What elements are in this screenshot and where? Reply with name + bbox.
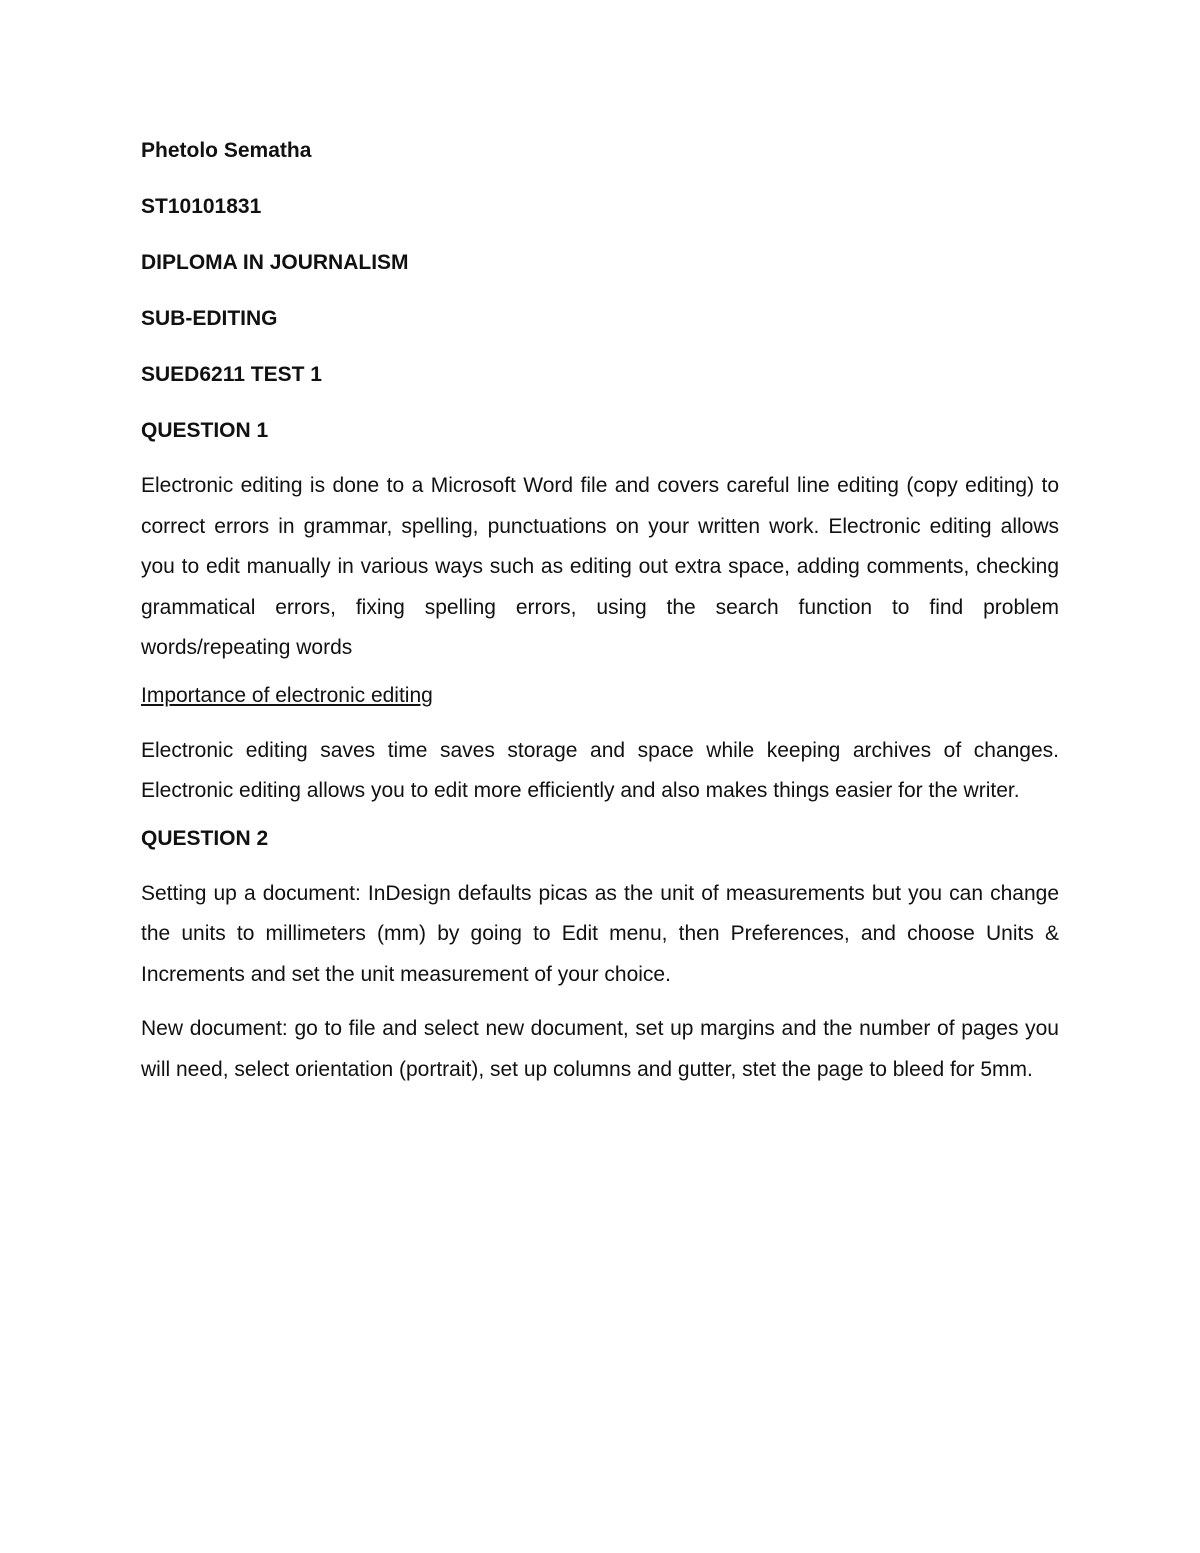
student-number: ST10101831 [141,195,262,218]
programme-title: DIPLOMA IN JOURNALISM [141,251,409,274]
question-2-paragraph-2: New document: go to file and select new document, set up margins and the number of pages you will need, select orientation (portrait), set up columns and gutter, stet the page to bleed for 5mm. [141,1017,1059,1081]
student-name: Phetolo Sematha [141,139,312,162]
importance-subheading: Importance of electronic editing [141,683,433,707]
question-1-paragraph: Electronic editing is done to a Microsoft Word file and covers careful line editing (copy editing) to correct errors in grammar, spelling, punctuations on your written work. Electronic editing allows you to edit manually in various ways such as editing out extra space, adding comments, checking grammatical errors, fixing spelling errors, using the search function to find problem words/repeating words [141,474,1059,659]
question-2-paragraph-1: Setting up a document: InDesign defaults picas as the unit of measurements but you can change the units to millimeters (mm) by going to Edit menu, then Preferences, and choose Units & Increments and set the unit measurement of your choice. [141,881,1059,986]
importance-paragraph: Electronic editing saves time saves storage and space while keeping archives of changes. Electronic editing allows you to edit more efficiently and also makes things easier for the writer. [141,738,1059,802]
question-1-heading: QUESTION 1 [141,419,269,442]
document-page [141,138,1059,1090]
test-title: SUED6211 TEST 1 [141,363,322,386]
module-title: SUB-EDITING [141,307,278,330]
question-2-heading: QUESTION 2 [141,826,269,850]
